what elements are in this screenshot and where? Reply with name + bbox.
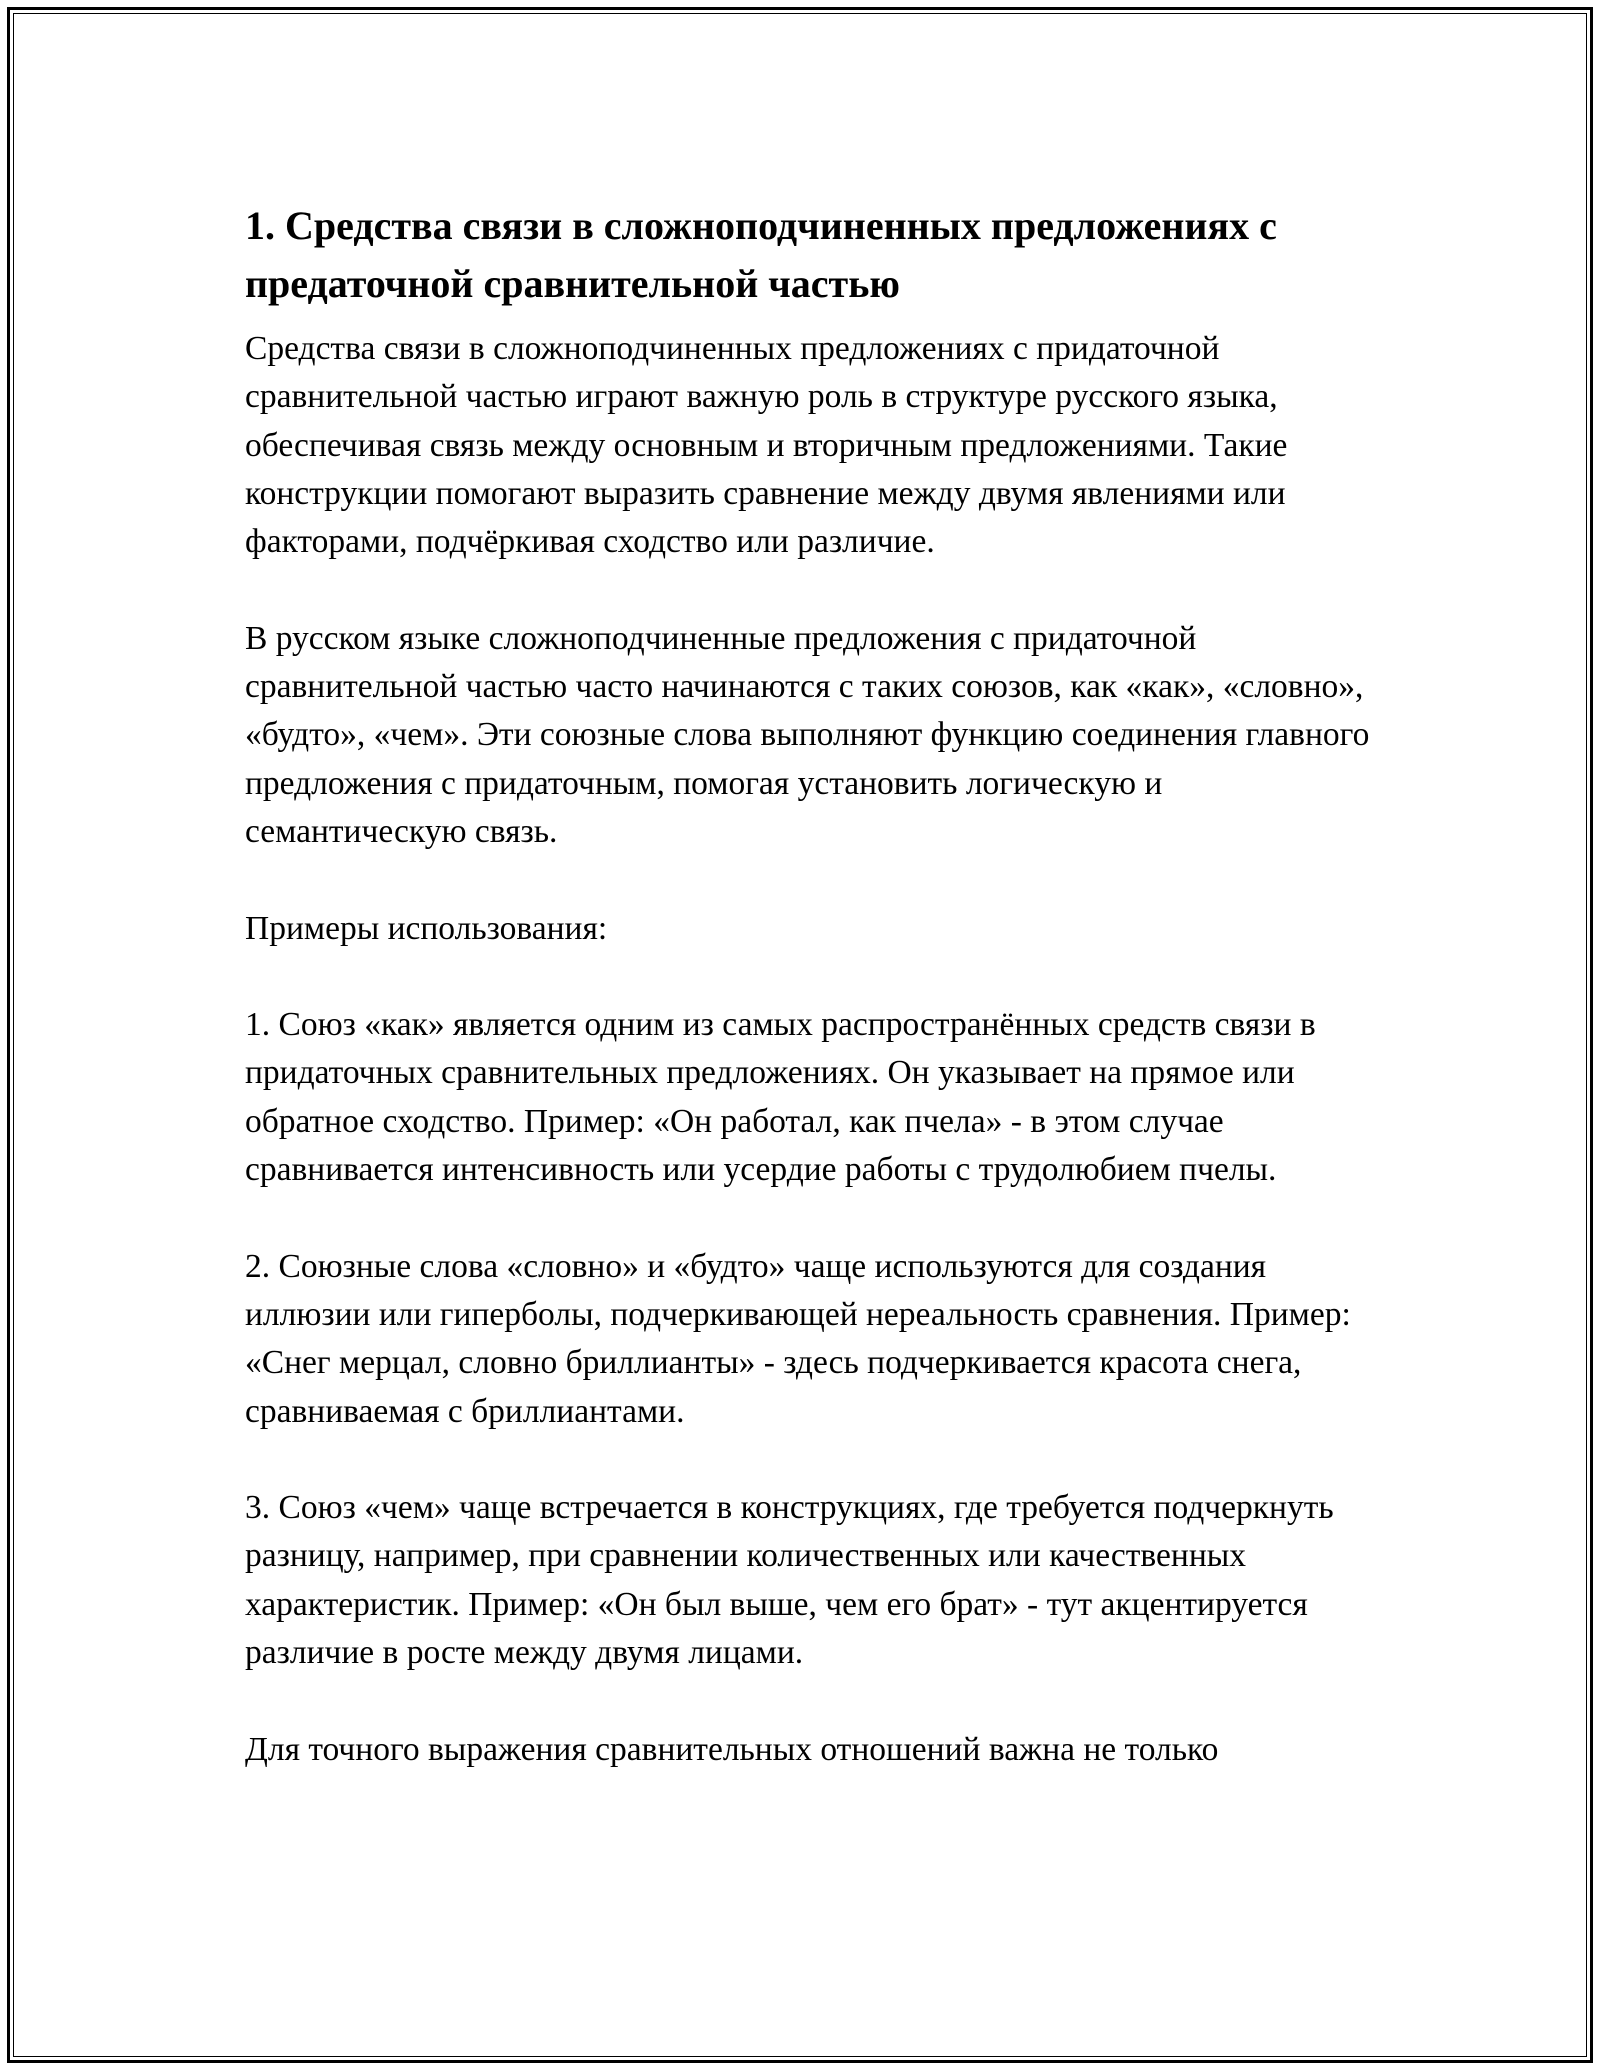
paragraph-example-3: 3. Союз «чем» чаще встречается в конструкциях, где требуется подчеркнуть разницу, например, при сравнении количественных или качественных характеристик. Пример: «Он был выше, чем его брат» - тут акцентируется различие в росте между двумя лицами. xyxy=(245,1489,1334,1672)
paragraph-examples-heading: Примеры использования: xyxy=(245,909,608,947)
paragraph-conclusion: Для точного выражения сравнительных отношений важна не только xyxy=(245,1730,1219,1768)
page-frame xyxy=(7,7,1593,2063)
document-body xyxy=(245,197,1380,1822)
paragraph-conjunctions: В русском языке сложноподчиненные предложения с придаточной сравнительной частью часто начинаются с таких союзов, как «как», «словно», «будто», «чем». Эти союзные слова выполняют функцию соединения главного предложения с придаточным, помогая установить логическую и семантическую связь. xyxy=(245,619,1370,850)
paragraph-intro: Средства связи в сложноподчиненных предложениях с придаточной сравнительной частью играют важную роль в структуре русского языка, обеспечивая связь между основным и вторичным предложениями. Такие конструкции помогают выразить сравнение между двумя явлениями или факторами, подчёркивая сходство или различие. xyxy=(245,330,1288,561)
paragraph-example-1: 1. Союз «как» является одним из самых распространённых средств связи в придаточных сравнительных предложениях. Он указывает на прямое или обратное сходство. Пример: «Он работал, как пчела» - в этом случае сравнивается интенсивность или усердие работы с трудолюбием пчелы. xyxy=(245,1006,1316,1189)
paragraph-example-2: 2. Союзные слова «словно» и «будто» чаще используются для создания иллюзии или гиперболы, подчеркивающей нереальность сравнения. Пример: «Снег мерцал, словно бриллианты» - здесь подчеркивается красота снега, сравниваемая с бриллиантами. xyxy=(245,1247,1351,1430)
section-title: 1. Средства связи в сложноподчиненных предложениях с предаточной сравнительной частью xyxy=(245,203,1277,306)
